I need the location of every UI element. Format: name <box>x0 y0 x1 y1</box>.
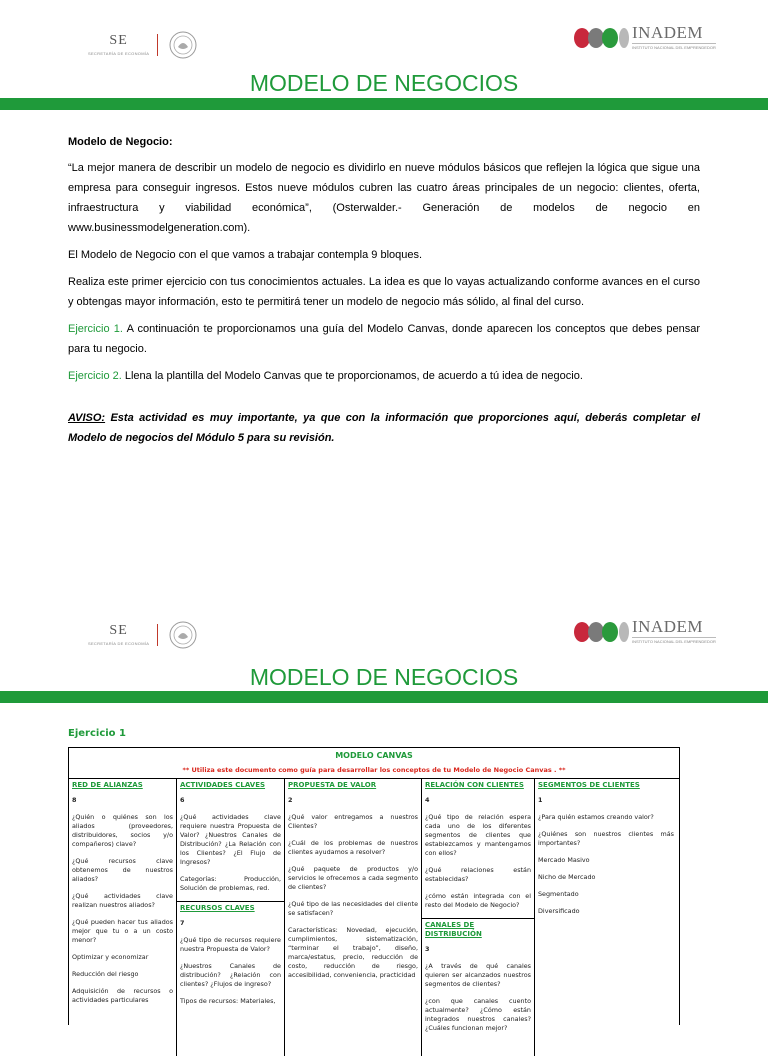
notice-text <box>68 408 700 448</box>
notice-label: AVISO: <box>68 412 106 424</box>
column-header: ACTIVIDADES CLAVES <box>180 781 266 789</box>
inadem-logo-subtitle: INSTITUTO NACIONAL DEL EMPRENDEDOR <box>632 45 716 50</box>
se-logo-subtitle: SECRETARÍA DE ECONOMÍA <box>88 641 150 646</box>
section-heading: Modelo de Negocio: <box>68 136 173 148</box>
canvas-column-alianzas <box>69 779 177 1056</box>
block-number: 8 <box>72 796 77 804</box>
exercise-1-desc: A continuación te proporcionamos una guía del Modelo Canvas, donde aparecen los conceptos que debes pensar para tu negocio. <box>68 323 700 355</box>
se-logo-text: SE <box>109 33 128 48</box>
canvas-title: MODELO CANVAS <box>335 751 413 760</box>
canvas-table <box>68 747 680 1032</box>
se-logo <box>88 30 198 60</box>
notice-desc: Esta actividad es muy importante, ya que con la información que proporciones aquí, deberás completar el Modelo de negocios del Módulo 5 para su revisión. <box>68 412 700 444</box>
se-logo <box>88 620 198 650</box>
se-logo-text: SE <box>109 623 128 638</box>
inadem-logo-text: INADEM <box>632 23 703 42</box>
mexican-seal-icon <box>168 30 198 60</box>
guide-question: Características: Novedad, ejecución, cumplimientos, sistematización, “terminar el trabajo”, diseño, marca/estatus, precio, reducción de costo, reducción de riesgo, accesibilidad, conveniencia, practicidad <box>288 926 418 979</box>
intro-text <box>68 132 700 455</box>
guide-question: ¿Qué paquete de productos y/o servicios le ofrecemos a cada segmento de clientes? <box>288 865 418 891</box>
paragraph-definition: “La mejor manera de describir un modelo de negocio es dividirlo en nueve módulos básicos que reflejen la lógica que sigue una empresa para conseguir ingresos. Estos nueve módulos cubren las cuatro áreas principales de un negocio: clientes, oferta, infraestructura y viabilidad económica”, (Osterwalder.- Generación de modelos de negocio en www.businessmodelgeneration.com). <box>68 162 700 234</box>
column-header: RELACIÓN CON CLIENTES <box>425 781 524 789</box>
paragraph-blocks: El Modelo de Negocio con el que vamos a trabajar contempla 9 bloques. <box>68 249 423 261</box>
inadem-logo-text: INADEM <box>632 617 703 636</box>
guide-question: ¿Qué relaciones están establecidas? <box>425 866 531 883</box>
column-header: RED DE ALIANZAS <box>72 781 143 789</box>
exercise-1-label: Ejercicio 1. <box>68 323 123 335</box>
canvas-note: ** Utiliza este documento como guía para desarrollar los conceptos de tu Modelo de Negocio Canvas . ** <box>182 766 566 774</box>
block-number: 4 <box>425 796 430 804</box>
page-title: MODELO DE NEGOCIOS <box>249 70 519 96</box>
block-number: 7 <box>180 919 185 927</box>
inadem-logo <box>572 618 716 644</box>
guide-question: ¿Qué actividades clave realizan nuestros aliados? <box>72 892 173 909</box>
guide-question: ¿cómo están integrada con el resto del Modelo de Negocio? <box>425 892 531 909</box>
canvas-header <box>69 748 679 779</box>
guide-question: ¿Quién o quiénes son los aliados (proveedores, distribuidores, socios y/o compañeros) clave? <box>72 813 173 848</box>
block-number: 3 <box>425 945 430 953</box>
page-2 <box>0 612 768 1032</box>
exercise-label: Ejercicio 1 <box>68 728 126 739</box>
guide-question: ¿Qué valor entregamos a nuestros Clientes? <box>288 813 418 830</box>
guide-question: ¿Quiénes son nuestros clientes más importantes? <box>538 830 674 847</box>
header-divider <box>0 691 768 703</box>
guide-question: Segmentado <box>538 890 579 898</box>
canvas-column-relacion <box>422 779 535 1056</box>
block-number: 6 <box>180 796 185 804</box>
guide-question: ¿con que canales cuento actualmente? ¿Cómo están integrados nuestros canales? ¿Cuáles funcionan mejor? <box>425 997 531 1032</box>
canvas-column-segmentos <box>535 779 677 1056</box>
column-header: SEGMENTOS DE CLIENTES <box>538 781 640 789</box>
guide-question: ¿Qué tipo de relación espera cada uno de los diferentes segmentos de clientes que establezcamos y mantengamos con ellos? <box>425 813 531 857</box>
column-header: PROPUESTA DE VALOR <box>288 781 377 789</box>
inadem-circles-icon <box>572 25 630 49</box>
se-logo-subtitle: SECRETARÍA DE ECONOMÍA <box>88 51 150 56</box>
guide-question: ¿Qué tipo de recursos requiere nuestra Propuesta de Valor? <box>180 936 281 953</box>
canvas-column-actividades <box>177 779 285 1056</box>
guide-question: ¿Qué pueden hacer tus aliados mejor que tu o a un costo menor? <box>72 918 173 944</box>
guide-question: Adquisición de recursos o actividades particulares <box>72 987 173 1004</box>
guide-question: ¿Qué actividades clave requiere nuestra Propuesta de Valor? ¿Nuestros Canales de Distribución? ¿La Relación con los Clientes? ¿El Flujo de Ingresos? <box>180 813 281 866</box>
guide-question: ¿Cuál de los problemas de nuestros clientes ayudamos a resolver? <box>288 839 418 856</box>
guide-question: ¿Para quién estamos creando valor? <box>538 813 654 821</box>
guide-question: ¿Nuestros Canales de distribución? ¿Relación con clientes? ¿Flujos de ingreso? <box>180 962 281 988</box>
mexican-seal-icon <box>168 620 198 650</box>
guide-question: Mercado Masivo <box>538 856 590 864</box>
page-title: MODELO DE NEGOCIOS <box>249 664 519 690</box>
block-number: 2 <box>288 796 293 804</box>
guide-question: Tipos de recursos: Materiales, <box>180 997 276 1005</box>
inadem-logo <box>572 24 716 50</box>
guide-question: Nicho de Mercado <box>538 873 596 881</box>
exercise-2-text <box>68 366 700 386</box>
guide-question: Reducción del riesgo <box>72 970 139 978</box>
column-subheader: CANALES DE DISTRIBUCIÓN <box>422 918 534 939</box>
inadem-circles-icon <box>572 619 630 643</box>
guide-question: Categorías: Producción, Solución de problemas, red. <box>180 875 281 892</box>
guide-question: Optimizar y economizar <box>72 953 149 961</box>
guide-question: ¿A través de qué canales quieren ser alcanzados nuestros segmentos de clientes? <box>425 962 531 988</box>
exercise-2-label: Ejercicio 2. <box>68 370 122 382</box>
exercise-1-text <box>68 319 700 359</box>
exercise-2-desc: Llena la plantilla del Modelo Canvas que te proporcionamos, de acuerdo a tú idea de negocio. <box>121 370 583 382</box>
header-divider <box>0 98 768 110</box>
paragraph-instructions: Realiza este primer ejercicio con tus conocimientos actuales. La idea es que lo vayas actualizando conforme avances en el curso y obtengas mayor información, esto te permitirá tener un modelo de negocio más sólido, al final del curso. <box>68 276 700 308</box>
guide-question: Diversificado <box>538 907 580 915</box>
block-number: 1 <box>538 796 543 804</box>
guide-question: ¿Qué tipo de las necesidades del cliente se satisfacen? <box>288 900 418 917</box>
canvas-columns <box>69 779 679 1056</box>
column-subheader: RECURSOS CLAVES <box>177 901 284 913</box>
canvas-column-propuesta <box>285 779 422 1056</box>
inadem-logo-subtitle: INSTITUTO NACIONAL DEL EMPRENDEDOR <box>632 639 716 644</box>
guide-question: ¿Qué recursos clave obtenemos de nuestros aliados? <box>72 857 173 883</box>
